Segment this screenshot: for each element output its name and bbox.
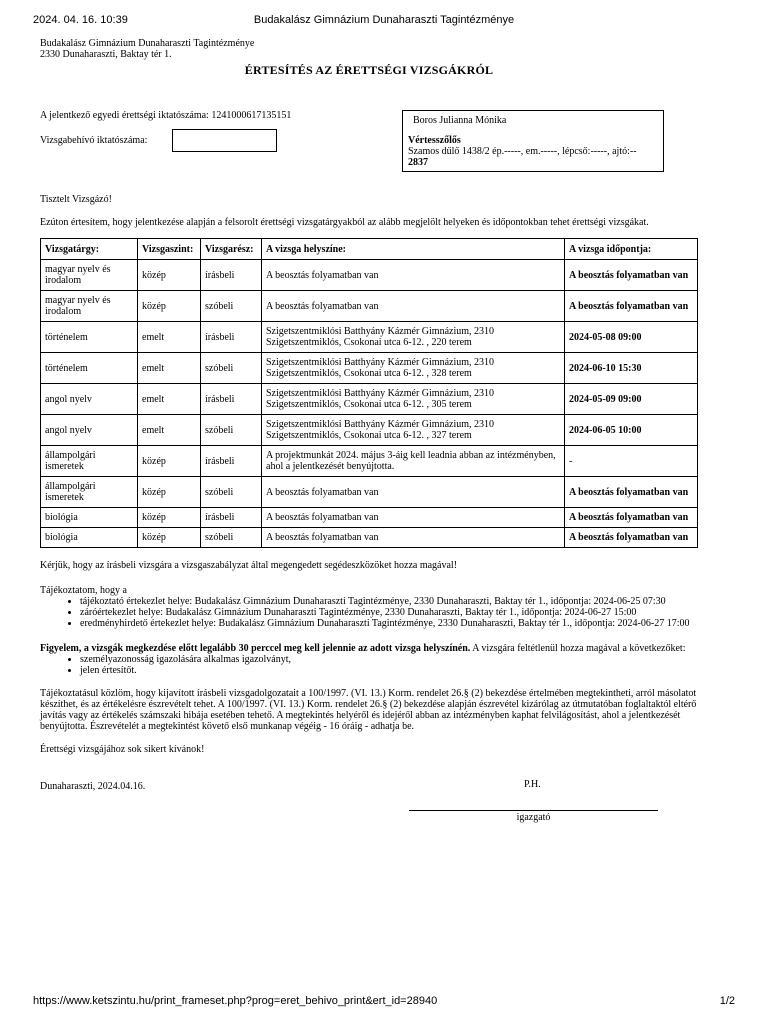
print-url: https://www.ketszintu.hu/print_frameset.php?prog=eret_behivo_print&ert_id=28940	[33, 995, 438, 1007]
cell-date: 2024-06-05 10:00	[565, 415, 698, 446]
signature-title: igazgató	[516, 812, 551, 823]
cell-part: írásbeli	[201, 260, 262, 291]
place-date: Dunaharaszti, 2024.04.16.	[40, 781, 146, 792]
list-item: • jelen értesítőt.	[80, 665, 698, 676]
cell-date: 2024-05-08 09:00	[565, 322, 698, 353]
header-date: A vizsga időpontja:	[565, 239, 698, 260]
school-header	[40, 38, 698, 60]
table-row	[41, 415, 698, 446]
recipient-city: Vértesszőlős	[408, 135, 461, 146]
cell-subject: angol nyelv	[41, 384, 138, 415]
cell-place: A beosztás folyamatban van	[262, 508, 565, 528]
cell-place: Szigetszentmiklósi Batthyány Kázmér Gimnázium, 2310 Szigetszentmiklós, Csokonai utca 6-12. , 327 terem	[262, 415, 565, 446]
header-part: Vizsgarész:	[201, 239, 262, 260]
header-place: A vizsga helyszíne:	[262, 239, 565, 260]
info-list	[40, 596, 698, 629]
cell-level: emelt	[138, 384, 201, 415]
request-text: Kérjük, hogy az írásbeli vizsgára a vizsgaszabályzat által megengedett segédeszközöket hozza magával!	[40, 560, 458, 571]
cell-date: A beosztás folyamatban van	[565, 291, 698, 322]
cell-subject: angol nyelv	[41, 415, 138, 446]
cell-place: A beosztás folyamatban van	[262, 477, 565, 508]
table-row	[41, 446, 698, 477]
warning-bold: Figyelem, a vizsgák megkezdése előtt legalább 30 perccel meg kell jelennie az adott vizsga helyszínén.	[40, 643, 471, 654]
cell-part: szóbeli	[201, 291, 262, 322]
cell-level: közép	[138, 508, 201, 528]
cell-part: írásbeli	[201, 384, 262, 415]
warning-rest: A vizsgára feltétlenül hozza magával a következőket:	[470, 643, 686, 654]
notice-text: Tájékoztatásul közlöm, hogy kijavított írásbeli vizsgadolgozatait a 100/1997. (VI. 13.) Korm. rendelet 26.§ (2) bekezdése értelmében megtekintheti, arról másolatot készíthet, és az értékelésre észrevételt tehet. A 100/1997. (VI. 13.) Korm. rendelet 26.§ (2) bekezdése alapján észrevétel kizárólag az útmutatóban foglaltaktól eltérő javítás vagy az értékelés számszaki hibája esetében tehető. A megtekintés helyéről és idejéről abban az intézményben kaphat felvilágosítást, ahol a jelentkezését benyújtotta. Észrevételét a megtekintést követő első munkanap végéig - 16 óráig - adhatja be.	[40, 688, 697, 732]
table-row	[41, 477, 698, 508]
cell-date: 2024-06-10 15:30	[565, 353, 698, 384]
table-row	[41, 322, 698, 353]
ph-mark: P.H.	[524, 779, 541, 790]
cell-place: A beosztás folyamatban van	[262, 291, 565, 322]
cell-part: írásbeli	[201, 508, 262, 528]
list-item: • eredményhirdető értekezlet helye: Budakalász Gimnázium Dunaharaszti Tagintézménye, 2330 Dunaharaszti, Baktay tér 1., időpontja: 2024-06-27 17:00	[80, 618, 698, 629]
cell-place: A beosztás folyamatban van	[262, 528, 565, 548]
wish-text: Érettségi vizsgájához sok sikert kívánok!	[40, 744, 205, 755]
cell-level: közép	[138, 291, 201, 322]
cell-subject: állampolgári ismeretek	[41, 477, 138, 508]
bring-list	[40, 654, 698, 676]
table-row	[41, 353, 698, 384]
cell-subject: magyar nyelv és irodalom	[41, 291, 138, 322]
cell-subject: történelem	[41, 322, 138, 353]
school-name: Budakalász Gimnázium Dunaharaszti Tagintézménye	[40, 38, 255, 49]
print-header	[33, 14, 735, 30]
cell-place: A beosztás folyamatban van	[262, 260, 565, 291]
table-row	[41, 528, 698, 548]
behivo-label: Vizsgabehívó iktatószáma:	[40, 135, 148, 146]
cell-level: emelt	[138, 322, 201, 353]
cell-subject: állampolgári ismeretek	[41, 446, 138, 477]
header-subject: Vizsgatárgy:	[41, 239, 138, 260]
cell-subject: történelem	[41, 353, 138, 384]
cell-place: Szigetszentmiklósi Batthyány Kázmér Gimnázium, 2310 Szigetszentmiklós, Csokonai utca 6-12. , 328 terem	[262, 353, 565, 384]
cell-date: A beosztás folyamatban van	[565, 260, 698, 291]
cell-date: A beosztás folyamatban van	[565, 528, 698, 548]
exam-table	[40, 238, 698, 548]
recipient-street: Szamos dűlő 1438/2 ép.-----, em.-----, lépcső:-----, ajtó:--	[408, 146, 637, 157]
cell-date: A beosztás folyamatban van	[565, 477, 698, 508]
print-datetime: 2024. 04. 16. 10:39	[33, 14, 128, 26]
table-row	[41, 384, 698, 415]
cell-level: közép	[138, 477, 201, 508]
table-row	[41, 260, 698, 291]
info-title: Tájékoztatom, hogy a	[40, 585, 127, 596]
cell-date: 2024-05-09 09:00	[565, 384, 698, 415]
recipient-address-box	[402, 110, 664, 172]
table-row	[41, 508, 698, 528]
cell-part: szóbeli	[201, 415, 262, 446]
cell-part: szóbeli	[201, 477, 262, 508]
registration-section	[40, 110, 698, 180]
document-title: ÉRTESÍTÉS AZ ÉRETTSÉGI VIZSGÁKRÓL	[244, 63, 494, 77]
warning-text	[40, 643, 698, 654]
cell-subject: magyar nyelv és irodalom	[41, 260, 138, 291]
recipient-zip: 2837	[408, 157, 428, 168]
print-title: Budakalász Gimnázium Dunaharaszti Tagintézménye	[253, 14, 515, 26]
cell-level: közép	[138, 528, 201, 548]
list-item: • záróértekezlet helye: Budakalász Gimnázium Dunaharaszti Tagintézménye, 2330 Dunaharaszti, Baktay tér 1., időpontja: 2024-06-27 15:00	[80, 607, 698, 618]
cell-part: szóbeli	[201, 528, 262, 548]
cell-level: közép	[138, 446, 201, 477]
cell-place: Szigetszentmiklósi Batthyány Kázmér Gimnázium, 2310 Szigetszentmiklós, Csokonai utca 6-12. , 305 terem	[262, 384, 565, 415]
header-level: Vizsgaszint:	[138, 239, 201, 260]
cell-level: közép	[138, 260, 201, 291]
cell-subject: biológia	[41, 508, 138, 528]
school-address: 2330 Dunaharaszti, Baktay tér 1.	[40, 49, 172, 60]
registration-number: A jelentkező egyedi érettségi iktatószáma: 1241000617135151	[40, 110, 292, 121]
cell-part: írásbeli	[201, 446, 262, 477]
behivo-number-box	[172, 129, 277, 152]
cell-level: emelt	[138, 353, 201, 384]
list-item: • tájékoztató értekezlet helye: Budakalász Gimnázium Dunaharaszti Tagintézménye, 2330 Dunaharaszti, Baktay tér 1., időpontja: 2024-06-25 07:30	[80, 596, 698, 607]
cell-place: Szigetszentmiklósi Batthyány Kázmér Gimnázium, 2310 Szigetszentmiklós, Csokonai utca 6-12. , 220 terem	[262, 322, 565, 353]
table-header-row	[41, 239, 698, 260]
recipient-name: Boros Julianna Mónika	[413, 115, 507, 126]
cell-level: emelt	[138, 415, 201, 446]
cell-subject: biológia	[41, 528, 138, 548]
list-item: • személyazonosság igazolására alkalmas igazolványt,	[80, 654, 698, 665]
document	[40, 38, 698, 823]
cell-place: A projektmunkát 2024. május 3-áig kell leadnia abban az intézményben, ahol a jelentkezését benyújtotta.	[262, 446, 565, 477]
signature-line	[409, 810, 658, 811]
greeting: Tisztelt Vizsgázó!	[40, 194, 112, 205]
page-number: 1/2	[719, 995, 735, 1007]
cell-date: A beosztás folyamatban van	[565, 508, 698, 528]
table-row	[41, 291, 698, 322]
cell-date: -	[565, 446, 698, 477]
intro-text: Ezúton értesítem, hogy jelentkezése alapján a felsorolt érettségi vizsgatárgyakból az alább megjelölt helyeken és időpontokban tehet érettségi vizsgákat.	[40, 217, 649, 228]
cell-part: szóbeli	[201, 353, 262, 384]
cell-part: írásbeli	[201, 322, 262, 353]
